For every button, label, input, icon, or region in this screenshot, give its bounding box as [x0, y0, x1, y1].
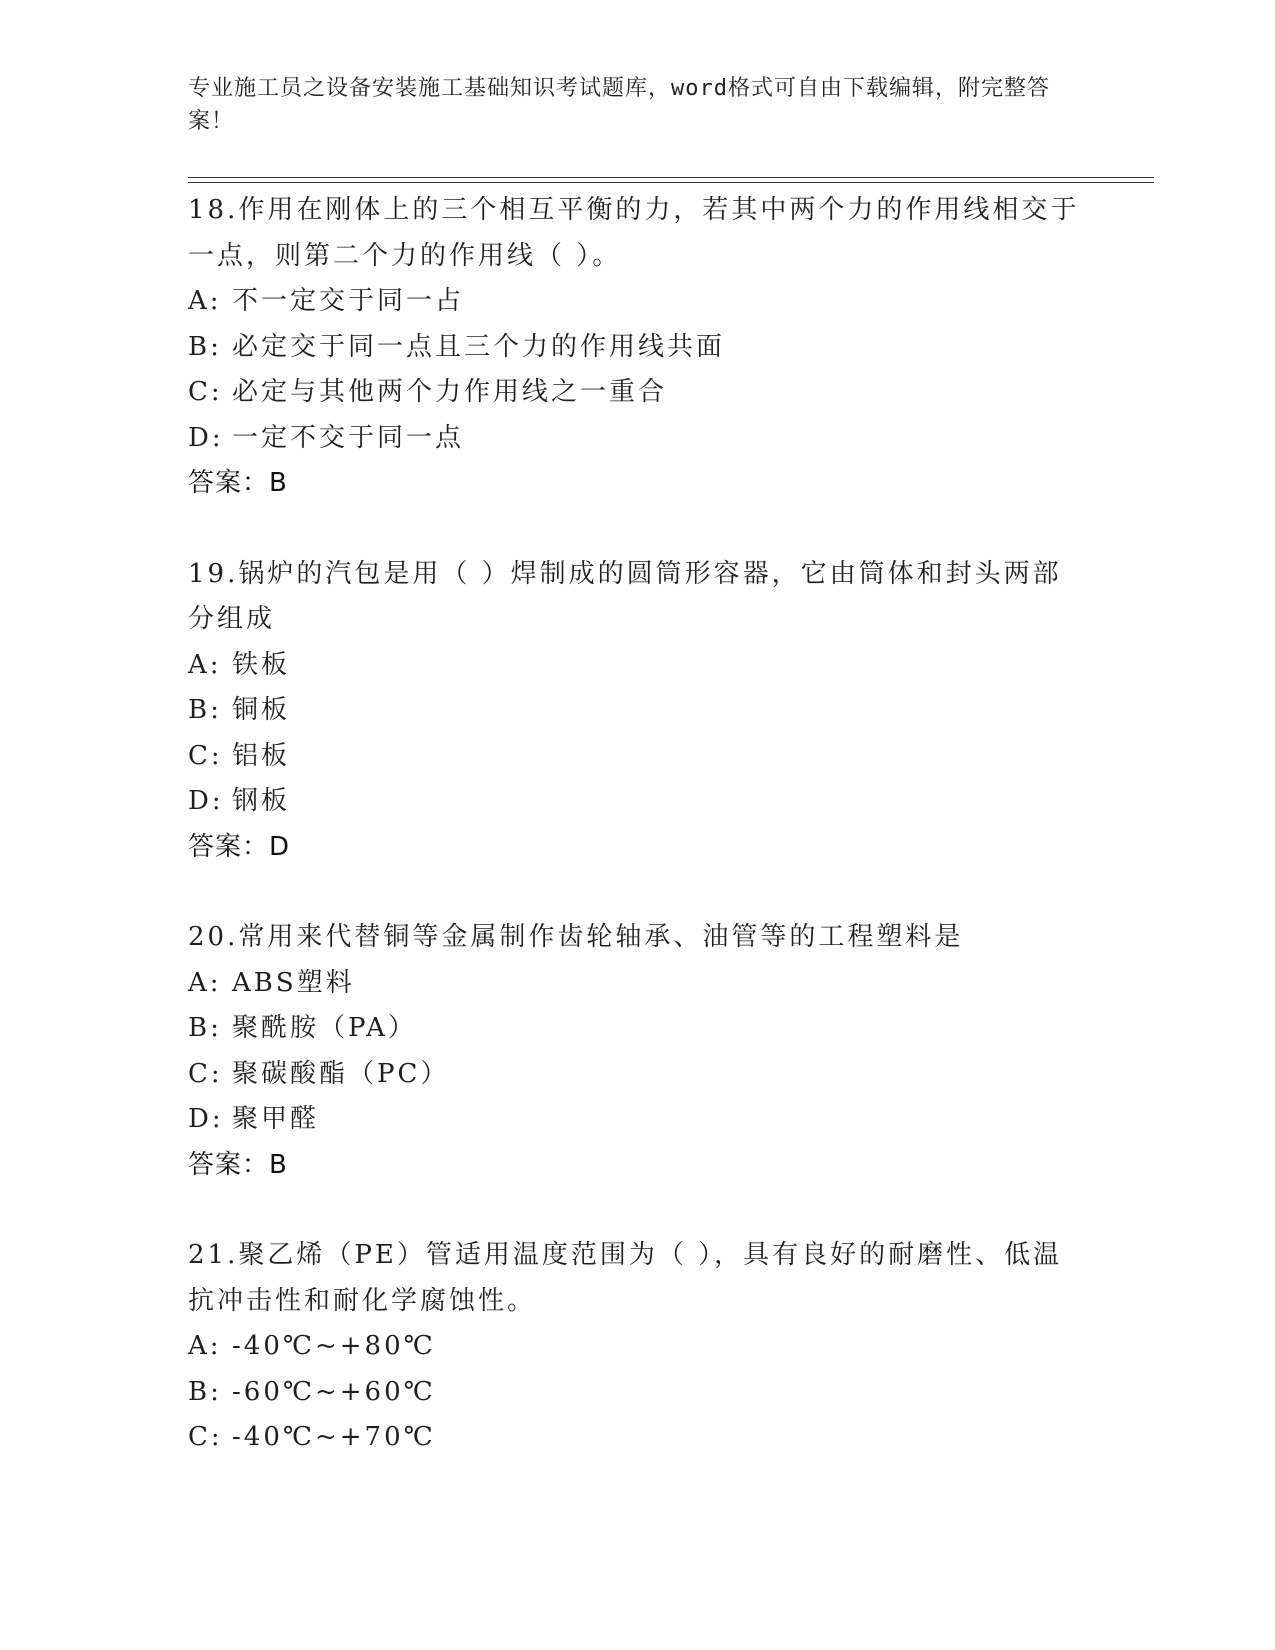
option-text: 必定交于同一点且三个力的作用线共面 [232, 331, 726, 362]
option-letter: B: [188, 331, 222, 362]
option-letter: A: [188, 649, 222, 680]
question-19 [188, 552, 1088, 871]
option-text: -60℃~+60℃ [232, 1376, 436, 1407]
option-d [188, 416, 1088, 462]
option-d [188, 1097, 1088, 1143]
option-letter: D: [188, 786, 224, 816]
option-letter: B: [188, 1376, 222, 1407]
option-a [188, 961, 1088, 1007]
option-c [188, 1052, 1088, 1098]
option-text: 聚酰胺（PA） [232, 1013, 417, 1043]
option-b [188, 325, 1088, 371]
option-letter: B: [188, 1013, 222, 1043]
option-a [188, 643, 1088, 689]
header-divider-bottom [188, 182, 1154, 183]
question-spacer [188, 507, 1088, 552]
answer-line: 答案：B [188, 468, 288, 498]
option-b [188, 1370, 1088, 1416]
option-c [188, 734, 1088, 780]
option-text: 铝板 [232, 740, 291, 771]
option-d [188, 779, 1088, 825]
option-letter: C: [188, 1422, 223, 1452]
option-text: -40℃~+80℃ [232, 1331, 436, 1361]
option-a [188, 279, 1088, 325]
document-header: 专业施工员之设备安装施工基础知识考试题库，word格式可自由下载编辑，附完整答案！ [188, 76, 1050, 134]
question-20 [188, 915, 1088, 1188]
option-letter: C: [188, 740, 223, 771]
option-text: ABS塑料 [232, 967, 355, 998]
option-c [188, 370, 1088, 416]
question-stem: 20.常用来代替铜等金属制作齿轮轴承、油管等的工程塑料是 [188, 922, 964, 952]
question-18 [188, 188, 1088, 507]
question-stem: 19.锅炉的汽包是用（ ）焊制成的圆筒形容器，它由筒体和封头两部分组成 [188, 558, 1062, 634]
option-letter: A: [188, 1331, 222, 1361]
option-text: 一定不交于同一点 [232, 422, 465, 453]
question-spacer [188, 1188, 1088, 1233]
option-text: 聚碳酸酯（PC） [232, 1058, 450, 1089]
option-letter: C: [188, 1058, 223, 1089]
question-list [188, 188, 1088, 1461]
option-letter: A: [188, 967, 222, 998]
option-c [188, 1415, 1088, 1461]
option-letter: A: [188, 286, 222, 316]
question-stem: 21.聚乙烯（PE）管适用温度范围为（ ），具有良好的耐磨性、低温抗冲击性和耐化学腐蚀性。 [188, 1240, 1063, 1316]
option-text: 聚甲醛 [232, 1104, 320, 1134]
option-letter: D: [188, 422, 224, 453]
question-spacer [188, 870, 1088, 915]
option-text: -40℃~+70℃ [232, 1422, 436, 1452]
option-text: 必定与其他两个力作用线之一重合 [232, 377, 668, 407]
option-text: 铁板 [232, 649, 291, 680]
option-text: 钢板 [232, 786, 291, 816]
option-letter: D: [188, 1104, 224, 1134]
option-letter: B: [188, 695, 222, 725]
option-b [188, 688, 1088, 734]
option-a [188, 1324, 1088, 1370]
option-text: 铜板 [232, 695, 291, 725]
question-21 [188, 1233, 1088, 1461]
answer-line: 答案：B [188, 1149, 288, 1180]
question-stem: 18.作用在刚体上的三个相互平衡的力，若其中两个力的作用线相交于一点，则第二个力的作用线（ ）。 [188, 195, 1080, 271]
option-b [188, 1006, 1088, 1052]
option-letter: C: [188, 377, 223, 407]
header-divider-top [188, 177, 1154, 178]
option-text: 不一定交于同一占 [232, 286, 465, 316]
answer-line: 答案：D [188, 831, 291, 862]
